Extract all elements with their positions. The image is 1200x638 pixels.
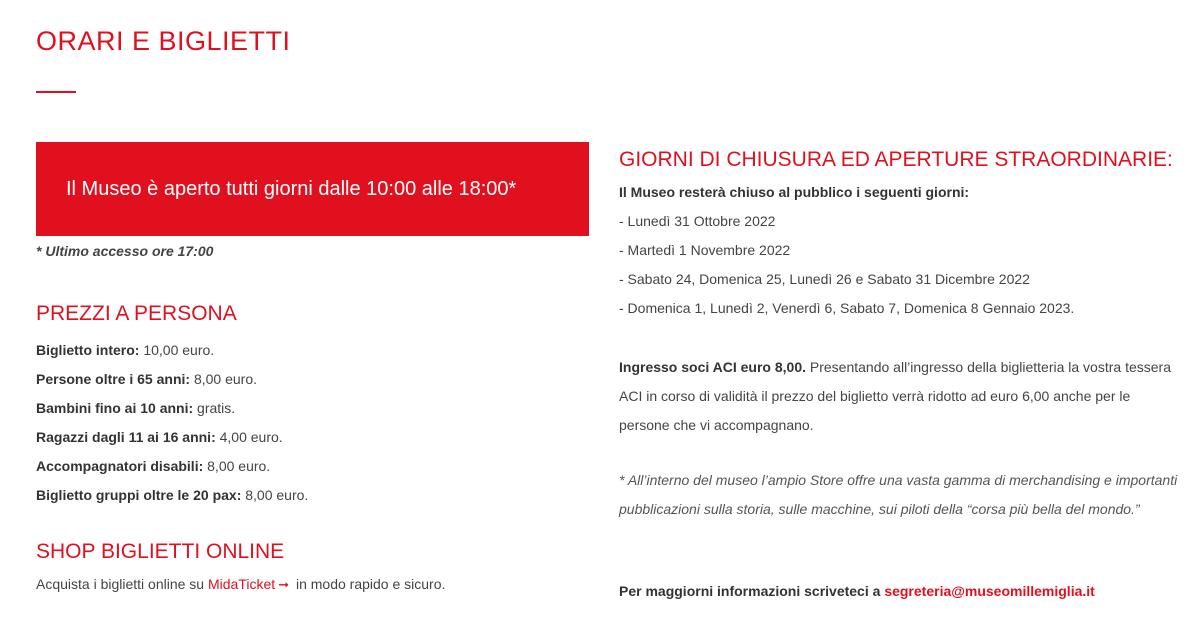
closing-day-item: - Sabato 24, Domenica 25, Lunedì 26 e Sabato 31 Dicembre 2022 <box>619 271 1030 287</box>
last-entry-note: * Ultimo accesso ore 17:00 <box>36 243 214 259</box>
price-row <box>36 336 308 365</box>
opening-hours-text: Il Museo è aperto tutti giorni dalle 10:00 alle 18:00* <box>66 177 517 200</box>
arrow-right-icon[interactable]: ➞ <box>278 577 290 592</box>
price-row <box>36 481 308 510</box>
closing-days-heading: GIORNI DI CHIUSURA ED APERTURE STRAORDINARIE: <box>619 148 1173 171</box>
closing-intro: Il Museo resterà chiuso al pubblico i seguenti giorni: <box>619 184 970 200</box>
price-row <box>36 452 308 481</box>
price-value: 8,00 euro. <box>190 371 257 387</box>
closing-day-item: - Lunedì 31 Ottobre 2022 <box>619 213 776 229</box>
price-label: Ragazzi dagli 11 ai 16 anni: <box>36 429 216 445</box>
aci-discount-paragraph <box>619 353 1179 440</box>
price-label: Bambini fino ai 10 anni: <box>36 400 194 416</box>
price-value: gratis. <box>193 400 236 416</box>
price-value: 8,00 euro. <box>241 487 309 503</box>
aci-discount-bold: Ingresso soci ACI euro 8,00. <box>619 359 806 375</box>
price-row <box>36 423 308 452</box>
shop-heading: SHOP BIGLIETTI ONLINE <box>36 540 285 563</box>
price-label: Biglietto gruppi oltre le 20 pax: <box>36 487 242 503</box>
contact-text: Per maggiorni informazioni scriveteci a <box>619 583 885 599</box>
price-list <box>36 336 308 510</box>
price-label: Accompagnatori disabili: <box>36 458 204 474</box>
prices-heading: PREZZI A PERSONA <box>36 302 237 325</box>
closing-day-item: - Domenica 1, Lunedì 2, Venerdì 6, Sabato 7, Domenica 8 Gennaio 2023. <box>619 300 1075 316</box>
shop-text-before: Acquista i biglietti online su <box>36 576 208 592</box>
shop-text-after: in modo rapido e sicuro. <box>292 576 446 592</box>
price-row <box>36 365 308 394</box>
price-value: 8,00 euro. <box>203 458 271 474</box>
price-value: 4,00 euro. <box>215 429 283 445</box>
closing-day-item: - Martedì 1 Novembre 2022 <box>619 242 791 258</box>
price-label: Persone oltre i 65 anni: <box>36 371 191 387</box>
closing-days-list <box>619 207 1074 323</box>
opening-hours-banner <box>36 142 589 236</box>
price-value: 10,00 euro. <box>139 342 215 358</box>
price-row <box>36 394 308 423</box>
page-title: ORARI E BIGLIETTI <box>36 26 291 56</box>
contact-line <box>619 583 1095 599</box>
shop-description <box>36 576 445 593</box>
midaticket-link[interactable]: MidaTicket <box>208 576 276 592</box>
price-label: Biglietto intero: <box>36 342 140 358</box>
contact-email-link[interactable]: segreteria@museomillemiglia.it <box>884 583 1095 599</box>
store-note: * All’interno del museo l’ampio Store offre una vasta gamma di merchandising e importanti pubblicazioni sulla storia, sulle macchine, sui piloti della “corsa più bella del mondo.” <box>619 472 1178 517</box>
aci-discount-text: Presentando all’ingresso della biglietteria la vostra tessera ACI in corso di validità il prezzo del biglietto verrà ridotto ad euro 6,00 anche per le persone che vi accompagnano. <box>619 359 1171 433</box>
title-underline <box>36 91 76 93</box>
